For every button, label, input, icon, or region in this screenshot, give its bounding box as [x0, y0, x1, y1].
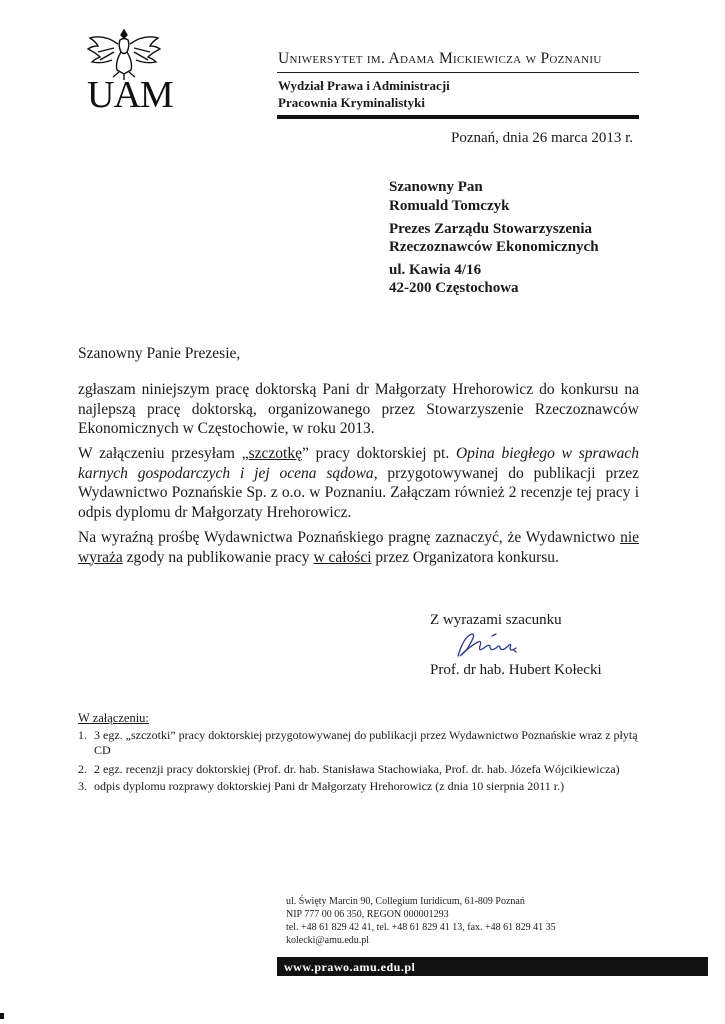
footer-address: ul. Święty Marcin 90, Collegium Iuridicum, 61-809 Poznań	[286, 896, 525, 907]
p3-text-a: Na wyraźną prośbę Wydawnictwa Poznańskiego pragnę zaznaczyć, że Wydawnictwo	[78, 529, 621, 546]
p3-underlined-2: w całości	[313, 548, 372, 566]
signer-name: Prof. dr hab. Hubert Kołecki	[430, 662, 602, 678]
attachments-title: W załączeniu:	[78, 711, 149, 725]
paragraph-2	[78, 444, 639, 522]
attachment-text: 3 egz. „szczotki” pracy doktorskiej przygotowywanej do publikacji przez Wydawnictwo Poznańskie wraz z płytą CD	[94, 728, 638, 757]
p2-text-a: W załączeniu przesyłam „	[78, 445, 249, 462]
attachment-item	[78, 728, 648, 758]
attachment-text: odpis dyplomu rozprawy doktorskiej Pani dr Małgorzaty Hrehorowicz (z dnia 10 sierpnia 2011 r.)	[94, 779, 565, 793]
header-divider-thick	[277, 115, 639, 119]
attachment-item	[78, 762, 648, 777]
footer-phones: tel. +48 61 829 42 41, tel. +48 61 829 41 13, fax. +48 61 829 41 35	[286, 922, 556, 933]
university-name: Uniwersytet im. Adama Mickiewicza w Poznaniu	[278, 50, 602, 67]
attachment-number: 1.	[78, 728, 87, 742]
recipient-title-line-1: Prezes Zarządu Stowarzyszenia	[389, 221, 593, 237]
department-name: Pracownia Kryminalistyki	[278, 95, 425, 110]
header-divider-thin	[277, 72, 639, 73]
recipient-city: 42-200 Częstochowa	[389, 280, 519, 296]
scan-corner-mark	[0, 1013, 4, 1019]
footer-email[interactable]: kolecki@amu.edu.pl	[286, 935, 370, 946]
p2-text-e: , przygotowywanej do publikacji przez Wydawnictwo Poznańskie Sp. z o.o. w Poznaniu. Załączam również 2 recenzje tej pracy i odpis dyplomu dr Małgorzaty Hrehorowicz.	[78, 464, 639, 521]
p2-underlined-word: szczotkę	[248, 445, 302, 462]
attachment-number: 3.	[78, 779, 87, 793]
attachment-item	[78, 779, 648, 794]
recipient-title-line-2: Rzeczoznawców Ekonomicznych	[389, 239, 599, 255]
paragraph-1: zgłaszam niniejszym pracę doktorską Pani dr Małgorzaty Hrehorowicz do konkursu na najlepszą pracę doktorską, organizowanego przez Stowarzyszenie Rzeczoznawców Ekonomicznych w Częstochowie, w roku 2013.	[78, 381, 639, 437]
handwritten-signature	[452, 630, 532, 662]
attachment-number: 2.	[78, 762, 87, 776]
p3-underlined-1: nie wyraża	[78, 529, 639, 566]
recipient-greeting: Szanowny Pan	[389, 179, 483, 195]
closing-phrase: Z wyrazami szacunku	[430, 612, 562, 628]
p3-text-e: przez Organizatora konkursu.	[371, 548, 559, 566]
paragraph-3	[78, 528, 639, 567]
p2-text-c: ” pracy doktorskiej pt.	[301, 445, 456, 462]
footer-ids: NIP 777 00 06 350, REGON 000001293	[286, 909, 449, 920]
faculty-name: Wydział Prawa i Administracji	[278, 78, 450, 93]
logo-wordmark: UAM	[87, 74, 173, 116]
p3-text-c: zgody na publikowanie pracy	[122, 548, 314, 566]
attachment-text: 2 egz. recenzji pracy doktorskiej (Prof. dr. hab. Stanisława Stachowiaka, Prof. dr. hab. Józefa Wójcikiewicza)	[94, 762, 620, 776]
letter-date: Poznań, dnia 26 marca 2013 r.	[451, 130, 634, 146]
footer-website-link[interactable]: www.prawo.amu.edu.pl	[284, 960, 416, 974]
recipient-name: Romuald Tomczyk	[389, 198, 510, 214]
recipient-street: ul. Kawia 4/16	[389, 262, 482, 278]
letter-salutation: Szanowny Panie Prezesie,	[78, 345, 241, 362]
p2-thesis-title: Opina biegłego w sprawach karnych gospodarczych i jej ocena sądowa	[78, 445, 639, 482]
